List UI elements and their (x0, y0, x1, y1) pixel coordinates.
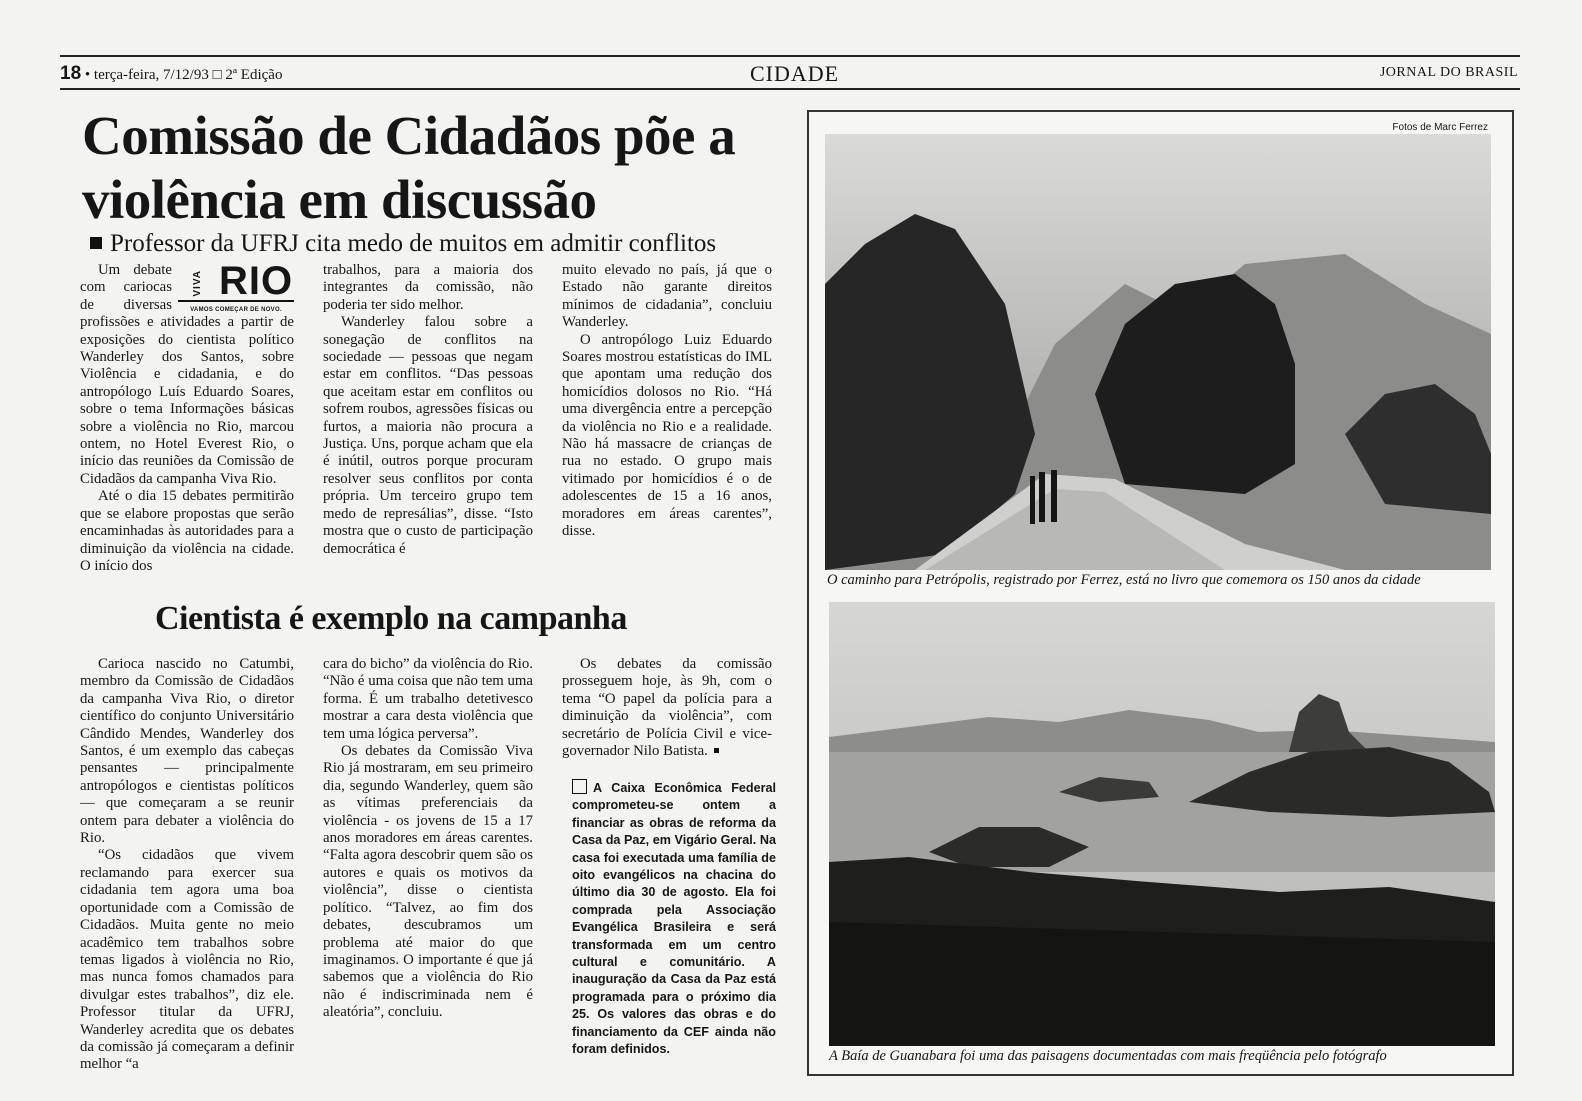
viva-rio-logo (178, 259, 294, 313)
masthead-info (60, 63, 282, 85)
paragraph: “Os cidadãos que vivem reclamando para exercer sua cidadania tem agora uma boa oportunidade com a Comissão de Cidadãos. Muita gente no meio acadêmico tem trabalhos sobre temas ligados à violência no Rio, mas nunca fomos chamados para divulgar estes trabalhos”, diz ele. Professor titular da UFRJ, Wanderley acredita que os debates da comissão já começaram a definir melhor “a (80, 847, 294, 1073)
article-column-4 (80, 656, 294, 1073)
article-subhead: Cientista é exemplo na campanha (155, 600, 627, 637)
article-column-6 (562, 656, 772, 766)
deck-text: Professor da UFRJ cita medo de muitos em admitir conflitos (110, 230, 717, 257)
paragraph: Os debates da Comissão Viva Rio já mostraram, em seu primeiro dia, segundo Wanderley, quem são as vítimas preferenciais da violência - os jovens de 15 a 17 anos moradores em áreas carentes. “Falta agora descobrir quem são os autores e quais os motivos da violência”, disse o cientista político. “Talvez, ao fim dos debates, descubramos um problema até maior do que imaginamos. O importante é que já sabemos que a violência do Rio não é indiscriminada nem é aleatória”, concluiu. (323, 743, 533, 1021)
bullet-separator: • (84, 67, 94, 83)
article-deck (90, 229, 790, 259)
article-column-3 (562, 262, 772, 572)
box-separator: □ (212, 67, 226, 83)
article-column-2 (323, 262, 533, 572)
article-column-5 (323, 656, 533, 1056)
photo-panel (807, 110, 1514, 1076)
issue-date: terça-feira, 7/12/93 (93, 67, 209, 83)
page-number: 18 (60, 63, 82, 84)
paragraph: O antropólogo Luiz Eduardo Soares mostrou estatísticas do IML que apontam uma redução dos homicídios dolosos no Rio. “Há uma divergência entre a percepção da violência no Rio e a realidade. Não há massacre de crianças de rua no estado. O grupo mais vitimado por homicídios é o de adolescentes de 15 a 16 anos, moradores em áreas carentes”, disse. (562, 331, 772, 540)
photo-credit: Fotos de Marc Ferrez (1392, 122, 1488, 133)
viva-rio-tagline: VAMOS COMEÇAR DE NOVO. (178, 300, 294, 319)
paragraph: Um debate com cariocas de diversas profissões e atividades a partir de exposições do cientista político Wanderley dos Santos, sobre Violência e cidadania, e do antropólogo Luís Eduardo Soares, sobre o tema Informações básicas sobre a violência no Rio, marcou ontem, no Hotel Everest Rio, o início das reuniões da Comissão de Cidadãos da campanha Viva Rio. (80, 262, 294, 487)
paragraph: Até o dia 15 debates permitirão que se elabore propostas que serão encaminhadas às autoridades para a diminuição da violência na cidade. O início dos (80, 488, 294, 574)
masthead-rule-top (60, 55, 1520, 57)
paragraph: trabalhos, para a maioria dos integrantes da comissão, não poderia ter sido melhor. (323, 262, 533, 313)
photo-guanabara-bay (829, 602, 1495, 1046)
article-headline: Comissão de Cidadãos põe a violência em discussão (82, 105, 736, 230)
open-square-icon (572, 779, 587, 794)
bay-landscape-image (829, 602, 1495, 1046)
paragraph (562, 656, 772, 760)
viva-rio-vertical-text: VIVA (191, 270, 203, 297)
paragraph: cara do bicho” da violência do Rio. “Não é uma coisa que não tem uma forma. É um trabalho detetivesco mostrar a cara desta violência que tem uma lógica perversa”. (323, 656, 533, 742)
viva-rio-main-text: RIO (218, 259, 294, 303)
road-landscape-image (825, 134, 1491, 570)
end-mark-icon (714, 748, 719, 753)
photo-caption-road: O caminho para Petrópolis, registrado por Ferrez, está no livro que comemora os 150 anos da cidade (827, 572, 1421, 588)
viva-rio-wordmark (178, 259, 294, 303)
article-column-1 (80, 259, 294, 574)
masthead-rule-bottom (60, 88, 1520, 90)
paragraph-text: Os debates da comissão prosseguem hoje, às 9h, com o tema “O papel da polícia para a diminuição da violência”, com secretário de Polícia Civil e vice-governador Nilo Batista. (562, 656, 772, 760)
paragraph: Wanderley falou sobre a sonegação de conflitos na sociedade — pessoas que negam estar em conflitos. “Das pessoas que aceitam estar em conflitos ou sofrem roubos, agressões físicas ou furtos, a maioria não procura a Justiça. Uns, porque acham que ela é inútil, outros porque procuram resolver seus conflitos por conta própria. Um terceiro grupo tem medo de represálias”, disse. “Isto mostra que o custo de participação democrática é (323, 314, 533, 557)
paragraph: muito elevado no país, já que o Estado não garante direitos mínimos de cidadania”, concluiu Wanderley. (562, 262, 772, 331)
photo-petropolis-road (825, 134, 1491, 570)
newspaper-name: JORNAL DO BRASIL (1379, 65, 1518, 80)
paragraph: Carioca nascido no Catumbi, membro da Comissão de Cidadãos da campanha Viva Rio, o diretor científico do conjunto Universitário Cândido Mendes, Wanderley dos Santos, é um exemplo das cabeças pensantes — principalmente antropólogos e cientistas políticos — que começaram a se reunir ontem para debater a violência do Rio. (80, 656, 294, 847)
section-title: CIDADE (750, 61, 840, 86)
caixa-note-text: A Caixa Econômica Federal comprometeu-se ontem a financiar as obras de reforma da Casa da Paz, em Vigário Geral. Na casa foi executada uma família de oito evangélicos na chacina do último dia 30 de agosto. Ela foi comprada pela Associação Evangélica Brasileira e será transformada em um centro cultural e comunitário. A inauguração da Casa da Paz está programada para o próximo dia 25. Os valores das obras e do financiamento da CEF ainda não foram definidos. (572, 781, 776, 1057)
edition-label: 2ª Edição (225, 67, 283, 83)
caixa-note (572, 779, 776, 1059)
deck-bullet-icon (90, 237, 102, 249)
photo-caption-bay: A Baía de Guanabara foi uma das paisagens documentadas com mais freqüência pelo fotógrafo (829, 1048, 1387, 1064)
